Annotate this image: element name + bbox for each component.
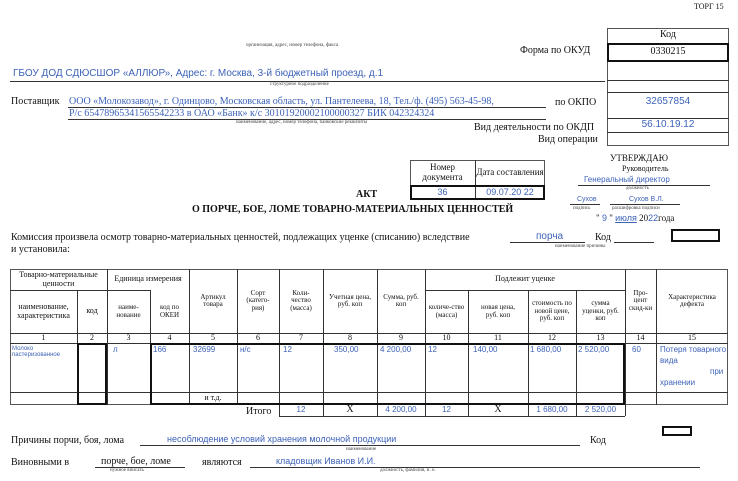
are-label: являются bbox=[202, 457, 242, 468]
reasons-caption: наименование bbox=[346, 447, 377, 452]
codes-divider bbox=[607, 80, 729, 81]
codes-divider bbox=[607, 132, 729, 133]
row-percent: 60 bbox=[632, 345, 641, 354]
row-defect-2: вида bbox=[660, 356, 678, 365]
name-line bbox=[610, 204, 680, 205]
h-unit: Единица измерения bbox=[114, 274, 182, 284]
commission-code-box bbox=[671, 229, 720, 242]
col-num: 5 bbox=[211, 332, 215, 342]
person-caption: должность, фамилия, и. о. bbox=[380, 468, 436, 473]
approve-date bbox=[596, 213, 674, 223]
okpo-value: 32657854 bbox=[645, 95, 691, 107]
dept-caption: структурное подразделение bbox=[270, 82, 329, 87]
signature-line bbox=[570, 204, 600, 205]
supplier-caption: наименование, адрес, номер телефона, банковские реквизиты bbox=[236, 120, 368, 125]
okdp-value: 56.10.19.12 bbox=[641, 118, 695, 130]
okpo-label: по ОКПО bbox=[555, 97, 597, 108]
operation-label: Вид операции bbox=[538, 134, 598, 145]
org-caption: организация, адрес, номер телефона, факса bbox=[246, 43, 339, 48]
col-num: 7 bbox=[299, 332, 303, 342]
reason-underline bbox=[510, 242, 585, 243]
approve-role: Руководитель bbox=[622, 164, 669, 173]
reasons-underline bbox=[140, 445, 580, 446]
reasons-label: Причины порчи, боя, лома bbox=[11, 435, 125, 446]
h-md-cost: стоимость по новой цене, руб. коп bbox=[532, 299, 572, 323]
h-md-qty: количе-ство (масса) bbox=[428, 303, 465, 319]
h-unit-okei: код по ОКЕИ bbox=[159, 303, 180, 319]
commission-code-line bbox=[614, 242, 654, 243]
form-code: ТОРГ 15 bbox=[694, 2, 724, 11]
col-num: 9 bbox=[399, 332, 403, 342]
approve-position: Генеральный директор bbox=[584, 175, 670, 184]
okdp-label: Вид деятельности по ОКДП bbox=[474, 122, 595, 133]
guilty-person: кладовщик Иванов И.И. bbox=[276, 456, 376, 466]
col-num: 2 bbox=[90, 332, 94, 342]
total-label: Итого bbox=[246, 406, 272, 417]
doc-date: 09.07.20 22 bbox=[486, 186, 534, 197]
commission-text2: и установила: bbox=[11, 244, 70, 255]
h-price: Учетная цена, руб. коп bbox=[329, 292, 371, 308]
total-sum: 4 200,00 bbox=[385, 405, 417, 415]
col-num: 12 bbox=[548, 332, 556, 342]
row-price: 350,00 bbox=[334, 345, 359, 354]
h-md-sum: сумма уценки, руб. коп bbox=[582, 299, 619, 323]
act-label: АКТ bbox=[356, 189, 378, 200]
total-row-bottom bbox=[279, 416, 625, 417]
total-price: X bbox=[346, 404, 354, 416]
h-goods: Товарно-материальные ценности bbox=[19, 270, 98, 288]
total-md-qty: 12 bbox=[442, 405, 451, 415]
col-num: 4 bbox=[167, 332, 172, 342]
guilty-label: Виновными в bbox=[11, 457, 70, 468]
col-num: 11 bbox=[494, 332, 502, 342]
h-md-price: новая цена, руб. коп bbox=[481, 303, 515, 319]
row-md-cost: 1 680,00 bbox=[530, 345, 562, 354]
h-code: код bbox=[86, 306, 98, 316]
h-name: наименование, характеристика bbox=[17, 302, 70, 320]
doc-number: 36 bbox=[437, 186, 448, 197]
code-column-highlight bbox=[77, 343, 107, 405]
col-num: 13 bbox=[596, 332, 605, 342]
total-row-right bbox=[625, 405, 626, 416]
row-name: Молоко пастеризованное bbox=[12, 346, 61, 359]
col-num: 3 bbox=[126, 332, 131, 342]
approve-heading: УТВЕРЖДАЮ bbox=[610, 153, 669, 163]
footer-code-label: Код bbox=[590, 435, 606, 446]
col-num: 6 bbox=[256, 332, 260, 342]
total-md-price: X bbox=[494, 404, 502, 416]
total-md-cost: 1 680,00 bbox=[536, 405, 568, 415]
supplier-label: Поставщик bbox=[11, 96, 60, 107]
row-okei: 166 bbox=[153, 345, 167, 354]
org-name: ГБОУ ДОД СДЮСШОР «АЛЛЮР», Адрес: г. Москва, 3-й бюджетный проезд, д.1 bbox=[13, 68, 384, 79]
supplier-line1: ООО «Молокозавод», г. Одинцово, Московская область, ул. Пантелеева, 18, Тел./ф. (495) 563-45-98, bbox=[69, 96, 494, 107]
col-num: 1 bbox=[41, 332, 46, 342]
doc-date-header: Дата составления bbox=[476, 166, 544, 177]
footer-code-box bbox=[662, 426, 692, 436]
reason-caption: наименование причины bbox=[555, 244, 606, 249]
col-num: 8 bbox=[348, 332, 352, 342]
row-md-qty: 12 bbox=[428, 345, 437, 354]
row-unit: л bbox=[113, 345, 118, 354]
h-sort: Сорт (катего-рия) bbox=[246, 288, 270, 312]
position-caption: должность bbox=[626, 186, 649, 191]
row-itd: и т.д. bbox=[204, 393, 222, 403]
person-underline bbox=[250, 467, 700, 468]
row-sum: 4 200,00 bbox=[380, 345, 412, 354]
row-defect-3: при bbox=[710, 367, 724, 376]
supplier-line2: Р/с 65478965341565542233 в ОАО «Банк» к/с 30101920002100000327 БИК 042324324 bbox=[69, 108, 435, 119]
h-defect: Характеристика дефекта bbox=[668, 292, 716, 308]
commission-reason: порча bbox=[536, 231, 564, 242]
row-sort: н/с bbox=[240, 345, 251, 354]
date-year-prefix: 20 bbox=[639, 213, 649, 223]
act-title: О ПОРЧЕ, БОЕ, ЛОМЕ ТОВАРНО-МАТЕРИАЛЬНЫХ ЦЕННОСТЕЙ bbox=[192, 204, 514, 215]
row-article: 32699 bbox=[193, 345, 216, 354]
approve-name: Сухов В.Л. bbox=[629, 196, 664, 203]
name-caption: расшифровка подписи bbox=[612, 206, 660, 211]
guilty-value: порче, бое, ломе bbox=[101, 456, 171, 467]
row-defect-1: Потеря товарного bbox=[660, 345, 727, 354]
approve-signature: Сухов bbox=[577, 196, 597, 203]
codes-header: Код bbox=[660, 29, 676, 41]
row-defect-4: хранении bbox=[660, 378, 696, 387]
date-month: июля bbox=[615, 213, 637, 223]
h-markdown: Подлежит уценке bbox=[495, 274, 555, 284]
h-article: Артикул товара bbox=[200, 292, 226, 308]
date-quote-close: " bbox=[609, 213, 613, 223]
row-md-sum: 2 520,00 bbox=[578, 345, 610, 354]
h-qty: Коли-чество (масса) bbox=[290, 288, 312, 312]
okud-label: Форма по ОКУД bbox=[520, 45, 591, 56]
date-year-suffix: года bbox=[658, 213, 675, 223]
row-qty: 12 bbox=[283, 345, 292, 354]
col-num: 15 bbox=[688, 332, 696, 342]
commission-text: Комиссия произвела осмотр товарно-материальных ценностей, подлежащих уценке (списанию) вследствие bbox=[11, 232, 470, 243]
col-num: 14 bbox=[636, 332, 645, 342]
total-qty: 12 bbox=[296, 405, 306, 415]
date-quote-open: " bbox=[596, 213, 600, 223]
h-sum: Сумма, руб. коп bbox=[383, 292, 419, 308]
doc-number-header: Номер документа bbox=[422, 162, 463, 182]
h-unit-name: наиме-нование bbox=[116, 303, 141, 319]
col-num: 10 bbox=[442, 332, 451, 342]
date-year: 22 bbox=[648, 213, 659, 223]
guilty-caption: нужное вписать bbox=[110, 468, 144, 473]
okud-value: 0330215 bbox=[650, 46, 686, 58]
commission-code-label: Код bbox=[595, 232, 611, 243]
h-percent: Про-цент скид-ки bbox=[628, 288, 653, 312]
date-day: 9 bbox=[601, 213, 607, 223]
total-md-sum: 2 520,00 bbox=[584, 405, 617, 415]
signature-caption: подпись bbox=[573, 206, 591, 211]
reasons-value: несоблюдение условий хранения молочной продукции bbox=[167, 434, 397, 444]
row-md-price: 140,00 bbox=[473, 345, 498, 354]
